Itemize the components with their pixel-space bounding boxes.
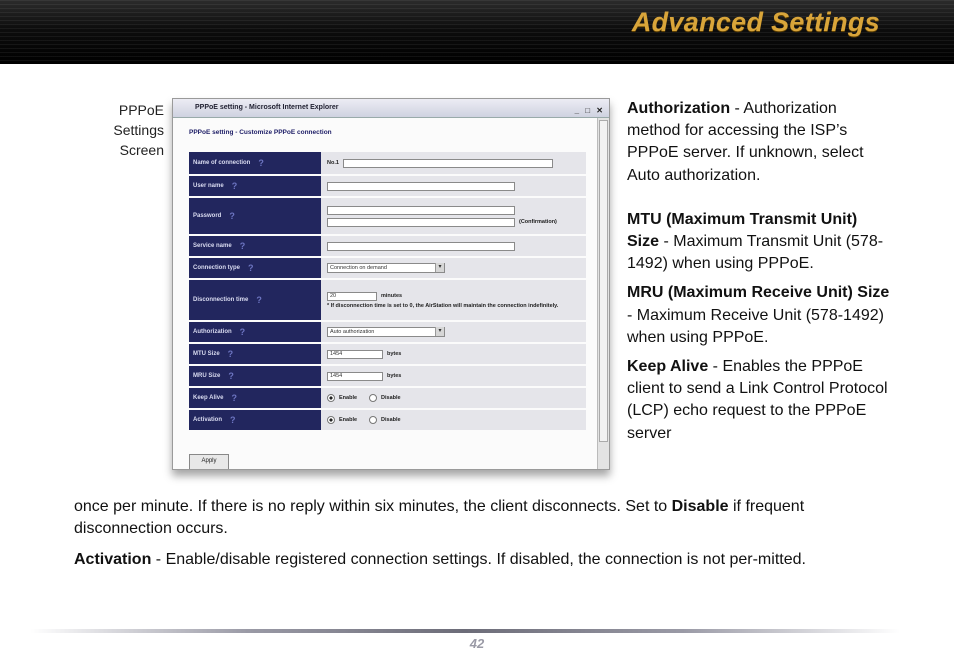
page-title: Advanced Settings [631, 7, 880, 37]
form-row-user [189, 176, 586, 198]
activation-enable-radio[interactable] [327, 416, 335, 424]
keepalive-description [627, 356, 893, 445]
help-icon[interactable]: ? [258, 158, 264, 168]
help-icon[interactable]: ? [239, 327, 246, 337]
field-label: Password [193, 213, 222, 219]
mtu-description [627, 209, 893, 276]
field-label: Activation [193, 417, 223, 423]
caption-line: Settings [113, 122, 164, 138]
field-label: MTU Size [193, 351, 220, 357]
form-row-service [189, 236, 586, 258]
term: MRU (Maximum Receive Unit) Size [627, 284, 890, 302]
disconnection-note: * If disconnection time is set to 0, the AirStation will maintain the connection indefinitely. [327, 302, 559, 309]
window-controls-icon: _ □ ✕ [574, 106, 605, 115]
definition: - Authorization method for accessing the ISP’s PPPoE server. If unknown, select Auto authorization. [627, 100, 864, 184]
field-label: Name of connection [193, 160, 251, 166]
definition: - Maximum Receive Unit (578-1492) when using PPPoE. [627, 306, 884, 346]
body-text: once per minute. If there is no reply within six minutes, the client disconnects. Set to [74, 498, 672, 515]
form-row-activation [189, 410, 586, 432]
help-icon[interactable]: ? [228, 371, 234, 381]
help-icon[interactable]: ? [256, 295, 262, 305]
help-icon[interactable]: ? [231, 181, 238, 191]
form-row-connection-type [189, 258, 586, 280]
caption-line: PPPoE [118, 102, 164, 118]
form-heading: PPPoE setting - Customize PPPoE connection [189, 129, 332, 136]
radio-label: Disable [381, 395, 401, 401]
radio-label: Disable [381, 417, 401, 423]
keepalive-continued [74, 496, 874, 540]
header-banner [0, 0, 954, 64]
term: Keep Alive [627, 358, 709, 376]
service-name-input[interactable] [327, 242, 515, 251]
figure-caption [96, 100, 164, 160]
window-body [173, 118, 597, 469]
term: Activation [74, 551, 152, 568]
help-icon[interactable]: ? [227, 349, 234, 359]
mtu-input[interactable]: 1454 [327, 350, 383, 359]
radio-label: Enable [339, 417, 358, 423]
keepalive-disable-radio[interactable] [369, 394, 377, 402]
body-bold: Disable [671, 498, 729, 515]
help-icon[interactable]: ? [230, 415, 236, 425]
field-label: Service name [193, 243, 232, 249]
help-icon[interactable]: ? [248, 263, 254, 273]
connection-number: No.1 [327, 160, 339, 166]
help-icon[interactable]: ? [231, 393, 237, 403]
footer-divider [30, 629, 900, 633]
connection-name-input[interactable] [343, 159, 553, 168]
activation-disable-radio[interactable] [369, 416, 377, 424]
help-icon[interactable]: ? [229, 211, 235, 221]
field-label: MRU Size [193, 373, 221, 379]
definition: - Enable/disable registered connection settings. If disabled, the connection is not per-mitted. [151, 551, 806, 568]
keepalive-enable-radio[interactable] [327, 394, 335, 402]
settings-screenshot [172, 98, 610, 470]
user-name-input[interactable] [327, 182, 515, 191]
term: MTU (Maximum Transmit Unit) Size [627, 210, 858, 251]
form-row-disconnection [189, 280, 586, 322]
body-text: if frequent disconnection occurs. [74, 498, 805, 538]
activation-description [74, 549, 874, 571]
password-input[interactable] [327, 206, 515, 215]
definition: - Maximum Transmit Unit (578-1492) when using PPPoE. [627, 233, 884, 273]
confirmation-label: (Confirmation) [519, 219, 557, 225]
page-number: 42 [469, 636, 485, 651]
form-row-name [189, 152, 586, 176]
help-icon[interactable]: ? [239, 241, 246, 251]
mru-description [627, 282, 893, 349]
term: Authorization [627, 100, 731, 117]
unit-label: minutes [381, 293, 403, 299]
pppoe-form [189, 152, 586, 432]
field-label: Keep Alive [193, 395, 224, 401]
unit-label: bytes [387, 351, 402, 357]
authorization-select[interactable]: Auto authorization ▾ [327, 327, 445, 337]
mru-input[interactable]: 1454 [327, 372, 383, 381]
field-label: Connection type [193, 265, 241, 271]
radio-label: Enable [339, 395, 358, 401]
field-label: Authorization [193, 329, 232, 335]
password-confirm-input[interactable] [327, 218, 515, 227]
scrollbar-thumb[interactable] [599, 120, 608, 442]
field-label: Disconnection time [193, 297, 249, 303]
authorization-description [627, 98, 893, 187]
definition: - Enables the PPPoE client to send a Link Control Protocol (LCP) echo request to the PPPoE server [627, 358, 888, 442]
form-row-authorization [189, 322, 586, 344]
form-row-password [189, 198, 586, 236]
form-row-keepalive [189, 388, 586, 410]
form-row-mtu [189, 344, 586, 366]
description-column [627, 98, 893, 445]
form-row-mru [189, 366, 586, 388]
disconnection-time-input[interactable]: 20 [327, 292, 377, 301]
field-label: User name [193, 183, 224, 189]
apply-button[interactable]: Apply [189, 454, 229, 470]
caption-line: Screen [119, 142, 164, 158]
connection-type-select[interactable]: Connection on demand ▾ [327, 263, 445, 273]
window-titlebar [173, 99, 609, 118]
scrollbar[interactable] [597, 118, 609, 469]
unit-label: bytes [387, 373, 402, 379]
window-title: PPPoE setting - Microsoft Internet Explorer [195, 104, 339, 111]
